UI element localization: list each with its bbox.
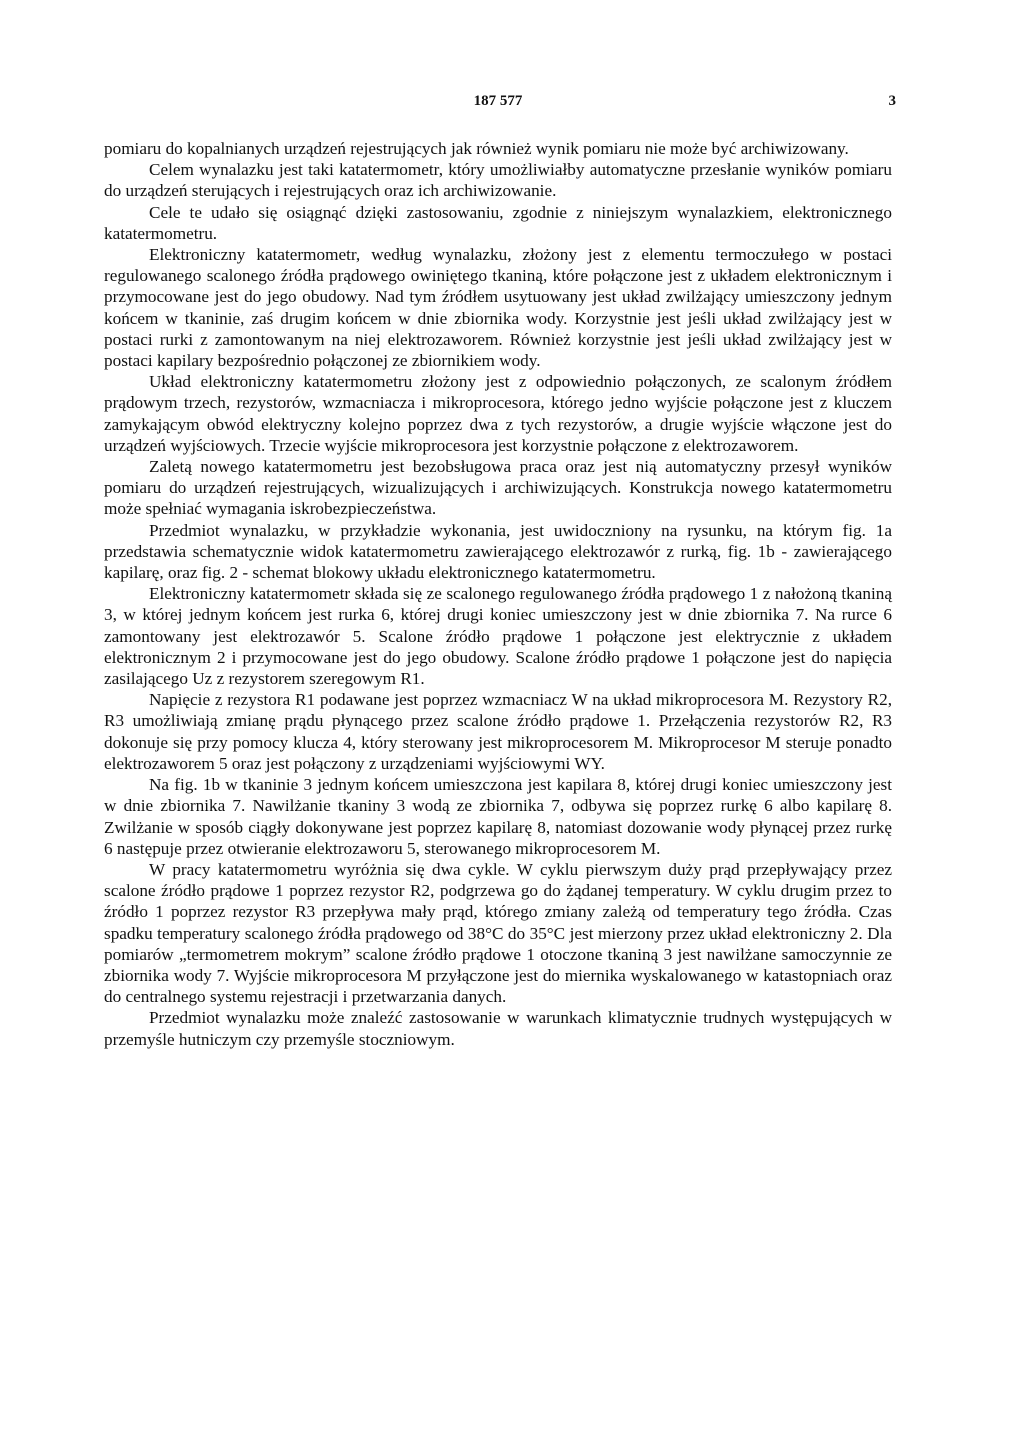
paragraph-goal: Celem wynalazku jest taki katatermometr, który umożliwiałby automatyczne przesłanie wyników pomiaru do urządzeń sterujących i rejestrujących oraz ich archiwizowanie.: [104, 160, 892, 201]
paragraph-continuation: pomiaru do kopalnianych urządzeń rejestrujących jak również wynik pomiaru nie może być archiwizowany.: [104, 139, 849, 158]
paragraph-solution: Cele te udało się osiągnąć dzięki zastosowaniu, zgodnie z niniejszym wynalazkiem, elektronicznego katatermometru.: [104, 202, 892, 243]
patent-number: 187 577: [473, 93, 523, 109]
paragraph-capillary: Na fig. 1b w tkaninie 3 jednym końcem umieszczona jest kapilara 8, której drugi koniec umieszczony jest w dnie zbiornika 7. Nawilżanie tkaniny 3 wodą ze zbiornika 7, odbywa się poprzez rurkę 6 albo kapilarę 8. Zwilżanie w sposób ciągły dokonywane jest poprzez kapilarę 8, natomiast dozowanie wody płynącej przez rurkę 6 następuje przez otwieranie elektrozaworu 5, sterowanego mikroprocesorem M.: [104, 775, 892, 858]
paragraph-embodiment: Elektroniczny katatermometr składa się ze scalonego regulowanego źródła prądowego 1 z nałożoną tkaniną 3, w której jednym końcem jest rurka 6, której drugi koniec umieszczony jest w dnie zbiornika 7. Na rurce 6 zamontowany jest elektrozawór 5. Scalone źródło prądowe 1 połączone jest elektrycznie z układem elektronicznym 2 i przymocowane jest do jego obudowy. Scalone źródło prądowe 1 połączone jest do napięcia zasilającego Uz z rezystorem szeregowym R1.: [104, 584, 892, 689]
page-header: [103, 93, 896, 117]
paragraph-electronic-system: Układ elektroniczny katatermometru złożony jest z odpowiednio połączonych, ze scalonym źródłem prądowym trzech, rezystorów, wzmacniacza i mikroprocesora, którego jedno wyjście połączone jest z kluczem zamykającym obwód elektryczny kolejno poprzez dwa z tych rezystorów, a drugie wyjście włączone jest do urządzeń wyjściowych. Trzecie wyjście mikroprocesora jest korzystnie połączone z elektrozaworem.: [104, 372, 892, 455]
paragraph-operation: W pracy katatermometru wyróżnia się dwa cykle. W cyklu pierwszym duży prąd przepływający przez scalone źródło prądowe 1 poprzez rezystor R2, podgrzewa go do żądanej temperatury. W cyklu drugim przez to źródło 1 poprzez rezystor R3 przepływa mały prąd, którego zmiany zależą od temperatury tego źródła. Czas spadku temperatury scalonego źródła prądowego od 38°C do 35°C jest mierzony przez układ elektroniczny 2. Dla pomiarów „termometrem mokrym” scalone źródło prądowe 1 otoczone tkaniną 3 jest nawilżane samoczynnie ze zbiornika wody 7. Wyjście mikroprocesora M przyłączone jest do miernika wyskalowanego w katastopniach oraz do centralnego systemu rejestracji i przetwarzania danych.: [104, 859, 892, 1007]
paragraph-construction: Elektroniczny katatermometr, według wynalazku, złożony jest z elementu termoczułego w postaci regulowanego scalonego źródła prądowego owiniętego tkaniną, które połączone jest z układem elektronicznym i przymocowane jest do jego obudowy. Nad tym źródłem usytuowany jest układ zwilżający umieszczony jednym końcem w tkaninie, zaś drugim końcem w dnie zbiornika wody. Korzystnie jest jeśli układ zwilżający jest w postaci rurki z zamontowanym na niej elektrozaworem. Również korzystnie jest jeśli układ zwilżający jest w postaci kapilary bezpośrednio połączonej ze zbiornikiem wody.: [104, 245, 892, 371]
paragraph-application: Przedmiot wynalazku może znaleźć zastosowanie w warunkach klimatycznie trudnych występujących w przemyśle hutniczym czy przemyśle stoczniowym.: [104, 1008, 892, 1049]
paragraph-figures: Przedmiot wynalazku, w przykładzie wykonania, jest uwidoczniony na rysunku, na którym fig. 1a przedstawia schematycznie widok katatermometru zawierającego elektrozawór z rurką, fig. 1b - zawierającego kapilarę, oraz fig. 2 - schemat blokowy układu elektronicznego katatermometru.: [104, 520, 892, 583]
paragraph-advantages: Zaletą nowego katatermometru jest bezobsługowa praca oraz jest nią automatyczny przesył wyników pomiaru do urządzeń rejestrujących, wizualizujących i archiwizujących. Konstrukcja nowego katatermometru może spełniać wymagania iskrobezpieczeństwa.: [104, 457, 892, 519]
paragraph-resistors: Napięcie z rezystora R1 podawane jest poprzez wzmacniacz W na układ mikroprocesora M. Rezystory R2, R3 umożliwiają zmianę prądu płynącego przez scalone źródło prądowe 1. Przełączenia rezystorów R2, R3 dokonuje się przy pomocy klucza 4, który sterowany jest mikroprocesorem M. Mikroprocesor M steruje ponadto elektrozaworem 5 oraz jest połączony z urządzeniami wyjściowymi WY.: [104, 690, 892, 773]
document-body: [104, 138, 892, 1050]
page-number: 3: [888, 93, 896, 109]
